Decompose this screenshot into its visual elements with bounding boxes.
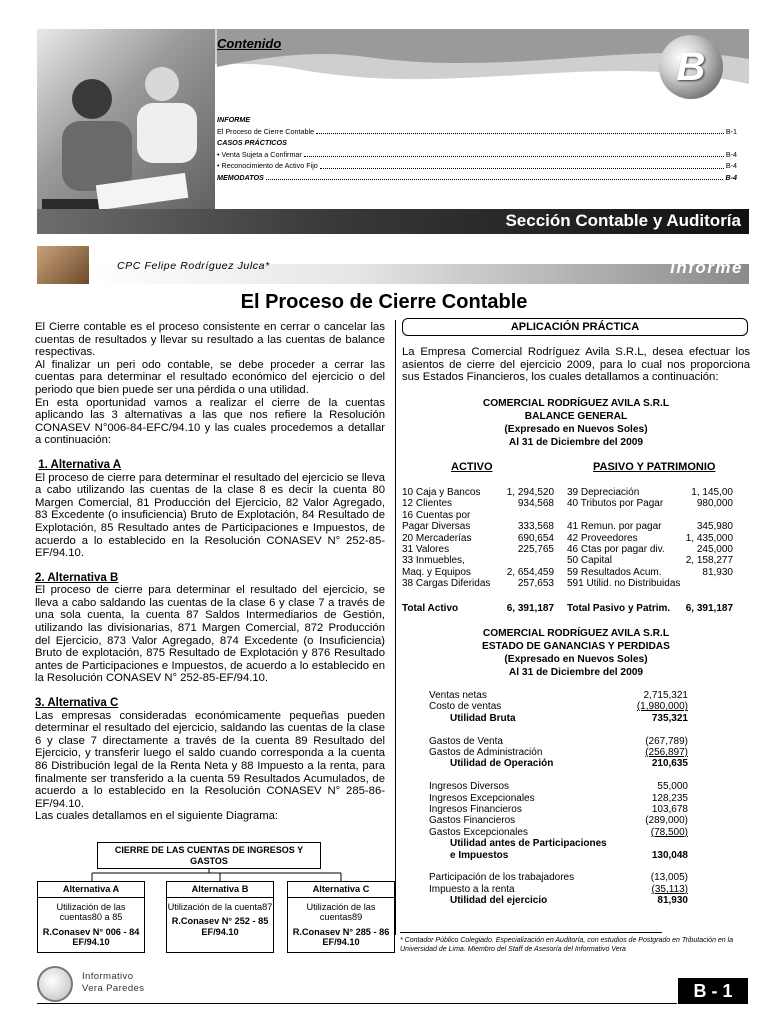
total-activo-label: Total Activo: [402, 603, 459, 614]
diagram-box-title: Alternativa C: [288, 882, 394, 898]
intro-paragraph: Al finalizar un peri odo contable, se debe proceder a cerrar las cuentas para determinar el resultado económico del ejercicio o del periodo que bien puede ser una pérdida o una utilidad.: [35, 358, 385, 396]
header: [37, 29, 749, 234]
pasivo-account-label: 46 Ctas por pagar div.: [567, 544, 665, 555]
activo-account-label: 38 Cargas Diferidas: [402, 578, 491, 590]
left-column: [35, 321, 385, 823]
toc-entry-page: B-1: [725, 126, 737, 136]
activo-account-label: 12 Clientes: [402, 498, 453, 510]
income-line-value: 2,715,321: [643, 690, 688, 701]
footnote-rule: [400, 932, 662, 933]
pasivo-account-value: 1, 435,000: [685, 532, 733, 544]
author-band: [37, 246, 749, 284]
alternative-c-heading: 3. Alternativa C: [35, 697, 119, 710]
practical-intro: La Empresa Comercial Rodríguez Avila S.R.L, desea efectuar los asientos de cierre del ejercicio 2009, para lo cual nos proporciona sus Estados Financieros, los cuales detallamos a continuación:: [402, 346, 750, 384]
income-line-label: Gastos de Venta: [429, 735, 503, 747]
income-line-value: 130,048: [651, 849, 688, 861]
toc-entry-text: El Proceso de Cierre Contable: [217, 126, 315, 136]
activo-account-label: Pagar Diversas: [402, 521, 471, 533]
income-line-label: Ingresos Excepcionales: [429, 792, 535, 804]
pasivo-account-label: 41 Remun. por pagar: [567, 521, 662, 533]
total-activo-value: 6, 391,187: [506, 603, 554, 614]
pasivo-account-value: 2, 158,277: [685, 555, 733, 567]
income-line-label: Gastos Financieros: [429, 815, 516, 827]
activo-account-value: 225,765: [517, 544, 554, 555]
income-line-value: (267,789): [645, 735, 688, 747]
alternative-c-text: Las empresas consideradas económicamente pequeñas pueden determinar el resultado del ejercicio, saldando las cuentas de la clase 6 y clase 7 directamente a través de la cuenta 89 Resultado del Ejercicio, y transferir luego el saldo cuando corresponda a la cuenta 86 Distribución legal de la Renta Neta y 88 Impuesto a la renta, para finalmente ser transferido a la cuenta 59 Resultados Acumulados, de acuerdo a lo establecido en la Resolución CONASEV N° 285-86-EF/94.10.: [35, 709, 385, 810]
diagram-box-alternative-b: [166, 881, 274, 953]
diagram-box-ref: R.Conasev N° 285 - 86 EF/94.10: [292, 926, 390, 947]
footer-brand-line: Vera Paredes: [82, 983, 145, 994]
toc-entry-page: B-4: [725, 149, 737, 159]
intro-paragraph: En esta oportunidad vamos a realizar el cierre de la cuentas aplicando las 3 alternativas a las que nos refiere la Resolución CONASEV N°006-84-EFC/94.10 y las cuales procedemos a detallar a continuación:: [35, 396, 385, 447]
toc-entry[interactable]: [217, 149, 737, 161]
income-line-label: Gastos Excepcionales: [429, 826, 528, 838]
activo-heading: ACTIVO: [451, 461, 493, 473]
pasivo-account-value: 1, 145,00: [691, 487, 733, 498]
income-line-label: Costo de ventas: [429, 701, 502, 713]
activo-account-label: 20 Mercaderías: [402, 532, 472, 544]
diagram-box-body: Utilización de las cuentas80 a 85: [56, 901, 126, 922]
pasivo-account-value: 245,000: [696, 544, 733, 555]
diagram-box-ref: R.Conasev N° 006 - 84 EF/94.10: [42, 926, 140, 947]
income-line-label: Ventas netas: [429, 690, 487, 701]
diagram-box-alternative-a: [37, 881, 145, 953]
activo-account-value: 934,568: [517, 498, 554, 510]
table-of-contents: [217, 114, 737, 183]
activo-account-value: 333,568: [517, 521, 554, 533]
diagram-root-box: CIERRE DE LAS CUENTAS DE INGRESOS Y GASTOS: [97, 842, 321, 869]
income-line-value: (13,005): [650, 872, 688, 884]
total-pasivo-label: Total Pasivo y Patrim.: [567, 603, 671, 614]
section-label: Informe: [670, 258, 743, 277]
vera-paredes-logo-icon: [37, 966, 73, 1002]
toc-heading: CASOS PRÁCTICOS: [217, 138, 287, 147]
income-line-label: Utilidad del ejercicio: [450, 895, 548, 907]
diagram-box-body: Utilización de la cuenta87: [167, 901, 273, 912]
toc-entry[interactable]: [217, 160, 737, 172]
article-title: El Proceso de Cierre Contable: [240, 291, 528, 313]
income-statement-header: [402, 627, 750, 679]
balance-sheet-header: [402, 397, 750, 449]
diagram-box-alternative-c: [287, 881, 395, 953]
income-line-label: Ingresos Diversos: [429, 781, 510, 793]
activo-account-label: 10 Caja y Bancos: [402, 487, 481, 498]
toc-entry[interactable]: [217, 126, 737, 138]
income-line-value: 55,000: [657, 781, 688, 793]
toc-entry-text: • Reconocimiento de Activo Fijo: [217, 161, 318, 170]
activo-account-value: 257,653: [517, 578, 554, 590]
pasivo-account-label: 50 Capital: [567, 555, 613, 567]
diagram-box-title: Alternativa B: [167, 882, 273, 898]
alternative-a-text: El proceso de cierre para determinar el resultado del ejercicio se lleva a cabo utilizando las cuentas de la clase 8 es decir la cuenta 80 Margen Comercial, 81 Producción del Ejercicio, 82 Valor Agregado, 83 Excedente (o insuficiencia) Bruto de Explotación, 84 Resultado de Explotación, 85 Resultado antes de Participaciones e Impuestos, de acuerdo a lo establecido en la Resolución CONASEV N° 252-85-EF/94.10.: [35, 471, 385, 560]
income-line-value: 735,321: [651, 712, 688, 724]
diagram-box-title: Alternativa A: [38, 882, 144, 898]
author-footnote: * Contador Público Colegiado. Especialización en Auditoría, con estudios de Postgrado en Tributación en la Universidad de Lima. Miembro del Staff de Asesoría del Informativo Vera: [400, 937, 734, 953]
footer-rule: [37, 1003, 677, 1004]
intro-paragraph: El Cierre contable es el proceso consistente en cerrar o cancelar las cuentas de resultados y llevar su resultado a las cuentas de balance respectivas.: [35, 321, 385, 359]
toc-entry-text: MEMODATOS: [217, 172, 264, 182]
company-name: COMERCIAL RODRÍGUEZ AVILA S.R.L: [482, 628, 670, 639]
author-name: CPC Felipe Rodríguez Julca*: [117, 260, 270, 272]
activo-account-value: 2, 654,459: [506, 566, 554, 578]
section-b-logo: B: [659, 35, 723, 99]
income-line-value: (35,113): [651, 883, 688, 895]
currency-note: (Expresado en Nuevos Soles): [504, 424, 648, 435]
currency-note: (Expresado en Nuevos Soles): [504, 654, 648, 665]
pasivo-account-value: 345,980: [696, 521, 733, 533]
pasivo-account-label: 59 Resultados Acum.: [567, 566, 662, 578]
practical-application-box: APLICACIÓN PRÁCTICA: [402, 318, 748, 336]
footer-brand-line: Informativo: [82, 971, 134, 982]
alternative-b-text: El proceso de cierre para determinar el resultado del ejercicio, se lleva a cabo saldando las cuentas de la clase 6 y clase 7 a través de una sola cuenta, la cuenta 87 Saldos Intermediarios de Gestión, utilizando las divisionarias, 871 Margen Comercial, 872 Producción del Ejercicio, 873 Valor Agregado, 874 Excedente (o Insuficiencia) Bruto de explotación, 875 Resultado de Explotación y 876 Resultado antes de Participaciones e Impuestos, de acuerdo a lo establecido en la Resolución CONASEV N° 252-85-EF/94.10.: [35, 584, 385, 685]
pasivo-heading: PASIVO Y PATRIMONIO: [593, 461, 716, 473]
diagram-box-body: Utilización de las cuentas89: [306, 901, 376, 922]
income-line-value: (289,000): [645, 815, 688, 827]
activo-account-label: 31 Valores: [402, 544, 450, 555]
income-line-label: Participación de los trabajadores: [429, 872, 575, 884]
income-line-label: Utilidad antes de Participaciones: [450, 838, 607, 850]
income-line-value: 128,235: [651, 792, 688, 804]
statement-date: Al 31 de Diciembre del 2009: [508, 437, 644, 448]
activo-account-label: 33 Inmuebles,: [402, 555, 465, 567]
people-illustration: [37, 29, 215, 234]
income-line-value: (1,980,000): [636, 701, 688, 713]
toc-heading: INFORME: [217, 115, 251, 124]
toc-entry-page: B-4: [725, 161, 737, 170]
pasivo-account-label: 42 Proveedores: [567, 532, 638, 544]
toc-entry[interactable]: [217, 172, 737, 184]
income-line-label: Gastos de Administración: [429, 747, 543, 758]
pasivo-account-value: 81,930: [702, 566, 733, 578]
diagram-box-ref: R.Conasev N° 252 - 85 EF/94.10: [171, 916, 269, 937]
pasivo-account-value: 980,000: [696, 498, 733, 510]
page-number: B - 1: [678, 978, 748, 1004]
diagram-intro: Las cuales detallamos en el siguiente Diagrama:: [35, 810, 279, 823]
pasivo-account-label: 39 Depreciación: [567, 487, 640, 498]
income-line-value: 103,678: [651, 804, 688, 815]
statement-date: Al 31 de Diciembre del 2009: [508, 667, 644, 678]
column-divider: [395, 320, 396, 935]
activo-account-label: Maq. y Equipos: [402, 566, 471, 578]
income-line-label: Impuesto a la renta: [429, 883, 515, 895]
income-line-value: 81,930: [657, 895, 688, 907]
company-name: COMERCIAL RODRÍGUEZ AVILA S.R.L: [482, 398, 670, 409]
income-line-label: Ingresos Financieros: [429, 804, 522, 815]
pasivo-account-label: 591 Utilid. no Distribuidas: [567, 578, 681, 590]
income-line-label: Utilidad de Operación: [450, 758, 554, 770]
alternative-b-heading: 2. Alternativa B: [35, 571, 119, 584]
toc-entry-text: • Venta Sujeta a Confirmar: [217, 149, 302, 159]
activo-account-value: 690,654: [517, 532, 554, 544]
activo-account-value: 1, 294,520: [506, 487, 554, 498]
section-title: Sección Contable y Auditoría: [505, 211, 741, 230]
author-photo: [37, 246, 89, 284]
pasivo-account-label: 40 Tributos por Pagar: [567, 498, 664, 510]
income-line-label: e Impuestos: [450, 849, 509, 861]
contents-title: Contenido: [217, 36, 282, 51]
header-photo: [37, 29, 215, 234]
alternative-a-heading: 1. Alternativa A: [38, 458, 122, 471]
activo-account-label: 16 Cuentas por: [402, 509, 471, 521]
statement-title: BALANCE GENERAL: [524, 411, 628, 422]
footer-brand: [82, 971, 144, 995]
total-pasivo-value: 6, 391,187: [685, 603, 733, 614]
income-line-value: (78,500): [650, 826, 688, 838]
statement-title: ESTADO DE GANANCIAS Y PERDIDAS: [482, 641, 670, 652]
toc-entry-page: B-4: [725, 172, 737, 182]
income-line-value: 210,635: [651, 758, 688, 770]
income-line-value: (256,897): [645, 747, 688, 758]
income-line-label: Utilidad Bruta: [450, 712, 516, 724]
